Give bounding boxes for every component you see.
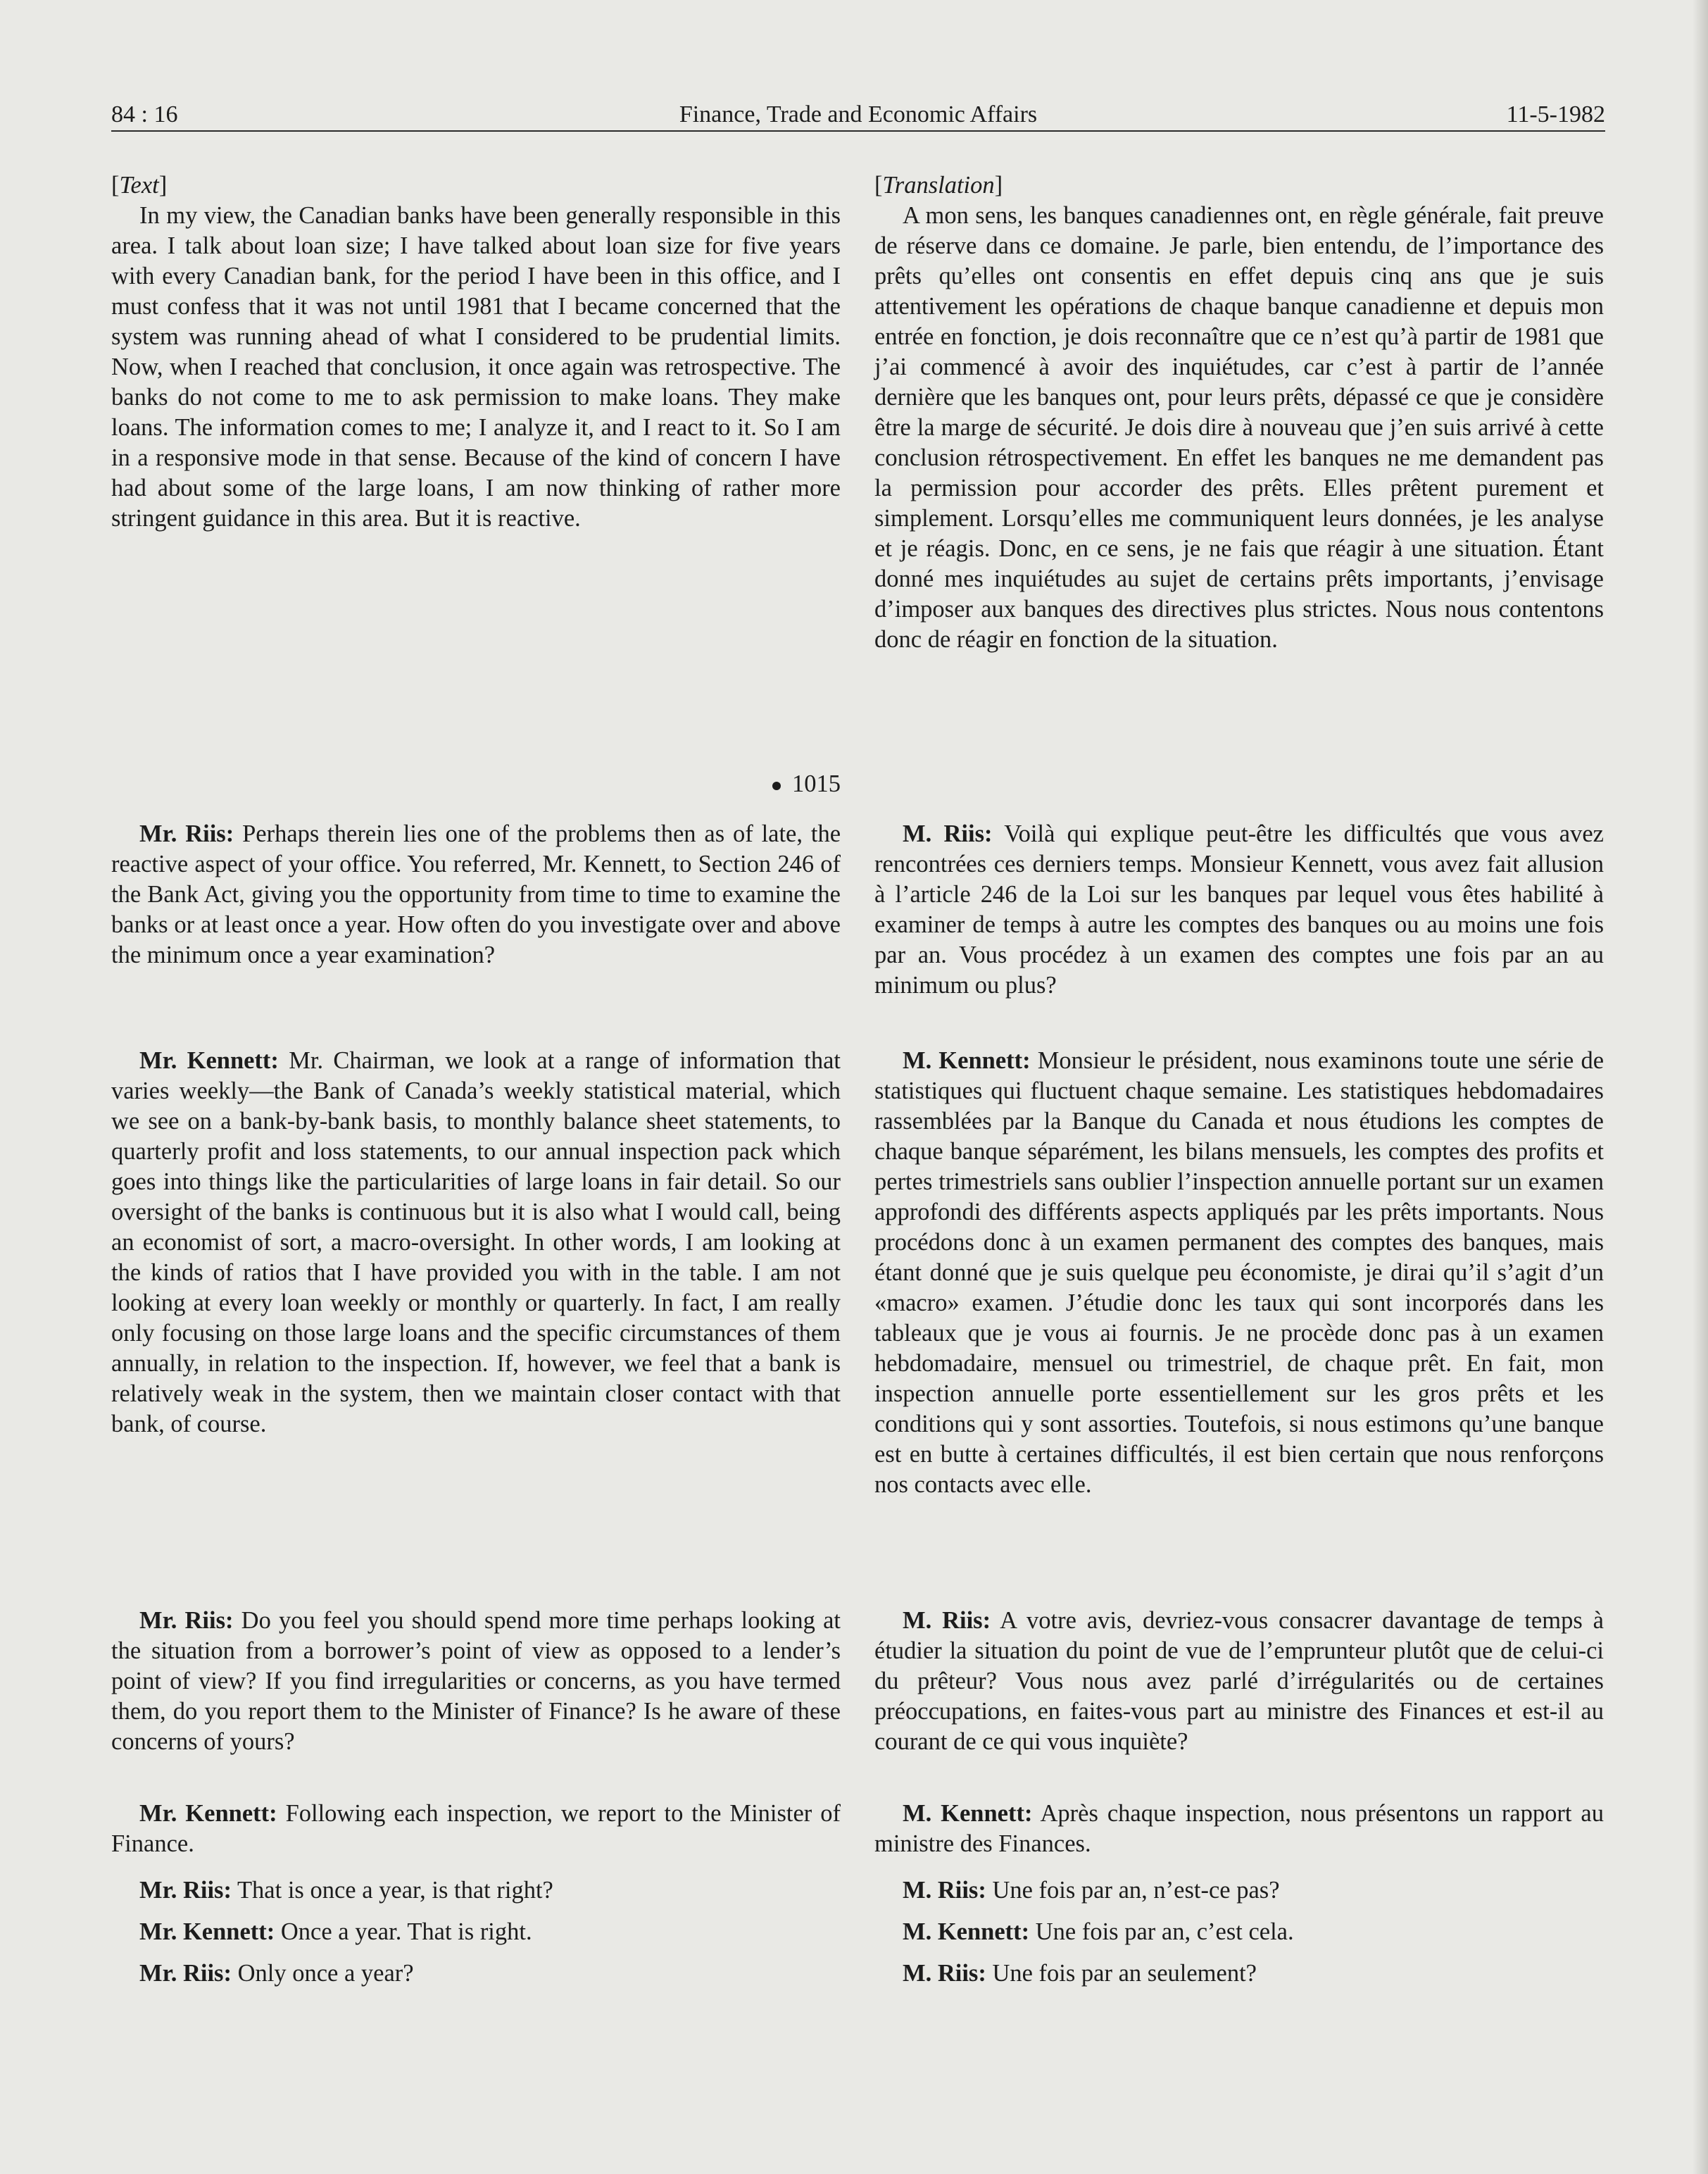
speech-text: Une fois par an, c’est cela. [1035,1918,1294,1945]
speaker-label: Mr. Riis: [139,1877,232,1904]
page-folio: 84 : 16 [111,101,178,127]
english-riis-1 [111,819,841,970]
scan-edge-shadow [1693,0,1708,2174]
english-kennett-1 [111,1046,841,1439]
speech-text: Voilà qui explique peut-être les difficultés que vous avez rencontrées ces derniers temps. Monsieur Kennett, vous avez fait allusion à l’article 246 de la Loi sur les banques par lequel vous êtes habilité à examiner de temps à autre les comptes des banques ou au moins une fois par an. Vous procédez à un examen des comptes une fois par an au minimum ou plus? [874,820,1604,999]
time-marker [111,769,841,799]
speech-text: Only once a year? [237,1960,414,1987]
french-riis-1 [874,819,1604,1001]
header-date: 11-5-1982 [1506,101,1605,127]
speech-text: Mr. Chairman, we look at a range of information that varies weekly—the Bank of Canada’s weekly statistical material, which we see on a bank-by-bank basis, to monthly balance sheet statements, to quarterly profit and loss statements, to our annual inspection pack which goes into things like the particularities of large loans in fair detail. So our oversight of the banks is continuous but it is also what I would call, being an economist of sort, a macro-oversight. In other words, I am looking at the kinds of ratios that I have provided you with in the table. I am not looking at every loan weekly or monthly or quarterly. In fact, I am really only focusing on those large loans and the specific circumstances of them annually, in relation to the inspection. If, however, we feel that a bank is relatively weak in the system, then we maintain closer contact with that bank, of course. [111,1047,841,1437]
english-kennett-2 [111,1799,841,1859]
time-value: 1015 [792,770,841,797]
speaker-label: M. Riis: [903,1960,986,1987]
running-title: Finance, Trade and Economic Affairs [679,101,1038,127]
french-intro [874,170,1604,655]
speaker-label: Mr. Riis: [139,1607,234,1634]
french-kennett-3 [874,1917,1604,1947]
speech-text: Do you feel you should spend more time perhaps looking at the situation from a borrower’s point of view as opposed to a lender’s point of view? If you find irregularities or concerns, as you have termed them, do you report them to the Minister of Finance? Is he aware of these concerns of yours? [111,1607,841,1755]
speaker-label: Mr. Riis: [139,820,234,847]
speech-text: Une fois par an seulement? [992,1960,1257,1987]
speaker-label: M. Kennett: [903,1800,1033,1827]
speaker-label: M. Riis: [903,1877,986,1904]
speech-text: Une fois par an, n’est-ce pas? [992,1877,1280,1904]
speech-text: Following each inspection, we report to the Minister of Finance. [111,1800,841,1857]
english-intro [111,170,841,534]
french-kennett-1 [874,1046,1604,1500]
speaker-label: M. Riis: [903,1607,991,1634]
english-riis-4 [111,1959,841,1989]
speaker-label: M. Kennett: [903,1047,1031,1074]
speech-text: Perhaps therein lies one of the problems then as of late, the reactive aspect of your office. You referred, Mr. Kennett, to Section 246 of the Bank Act, giving you the opportunity from time to time to examine the banks or at least once a year. How often do you investigate over and above the minimum once a year examination? [111,820,841,968]
bullet-icon [772,782,781,790]
header-rule [111,130,1605,132]
speaker-label: Mr. Kennett: [139,1047,279,1074]
speaker-label: Mr. Kennett: [139,1918,275,1945]
page-header [111,97,1605,132]
english-paragraph: In my view, the Canadian banks have been generally responsible in this area. I talk about loan size; I have talked about loan size for five years with every Canadian bank, for the period I have been in this office, and I must confess that it was not until 1981 that I became concerned that the system was running ahead of what I considered to be prudential limits. Now, when I reached that conclusion, it once again was retrospective. The banks do not come to me to ask permission to make loans. They make loans. The information comes to me; I analyze it, and I react to it. So I am in a responsive mode in that sense. Because of the kind of concern I have had about some of the large loans, I am now thinking of rather more stringent guidance in this area. But it is reactive. [111,202,841,532]
speech-text: That is once a year, is that right? [237,1877,553,1904]
english-riis-2 [111,1606,841,1757]
french-paragraph: A mon sens, les banques canadiennes ont, en règle générale, fait preuve de réserve dans ce domaine. Je parle, bien entendu, de l’importance des prêts qu’elles ont consentis en effet depuis cinq ans que je suis attentivement les opérations de chaque banque canadienne et depuis mon entrée en fonction, je dois reconnaître que ce n’est qu’à partir de 1981 que j’ai commencé à avoir des inquiétudes, car c’est à partir de l’année dernière que les banques ont, pour leurs prêts, dépassé ce que je considère être la marge de sécurité. Je dois dire à nouveau que j’en suis arrivé à cette conclusion rétrospectivement. En effet les banques ne me demandent pas la permission pour accorder des prêts. Elles prêtent purement et simplement. Lorsqu’elles me communiquent leurs données, je les analyse et je réagis. Donc, en ce sens, je ne fais que réagir à une situation. Étant donné mes inquiétudes au sujet de certains prêts importants, j’envisage d’imposer aux banques des directives plus strictes. Nous nous contentons donc de réagir en fonction de la situation. [874,202,1604,653]
translation-tag: [Translation] [874,172,1003,199]
speaker-label: Mr. Riis: [139,1960,232,1987]
speaker-label: M. Kennett: [903,1918,1030,1945]
speech-text: A votre avis, devriez-vous consacrer davantage de temps à étudier la situation du point de vue de l’emprunteur plutôt que de celui-ci du prêteur? Vous nous avez parlé d’irrégularités ou de certaines préoccupations, en faites-vous part au ministre des Finances et est-il au courant de ce qui vous inquiète? [874,1607,1604,1755]
speech-text: Monsieur le président, nous examinons toute une série de statistiques qui fluctuent chaque semaine. Les statistiques hebdomadaires rassemblées par la Banque du Canada et nous étudions les comptes de chaque banque séparément, les bilans mensuels, les comptes des profits et pertes trimestriels sans oublier l’inspection annuelle portant sur un examen approfondi des différents aspects appliqués par les prêts importants. Nous procédons donc à un examen permanent des comptes des banques, mais étant donné que je suis quelque peu économiste, je dirai qu’il s’agit d’un «macro» examen. J’étudie donc les taux qui sont incorporés dans les tableaux que je vous ai fournis. Je ne procède donc pas à un examen hebdomadaire, mensuel ou trimestriel, de chaque prêt. En fait, mon inspection annuelle porte essentiellement sur les gros prêts et les conditions qui y sont assorties. Toutefois, si nous estimons qu’une banque est en butte à certaines difficultés, il est bien certain que nous renforçons nos contacts avec elle. [874,1047,1605,1498]
french-riis-3 [874,1875,1604,1906]
french-kennett-2 [874,1799,1604,1859]
speaker-label: M. Riis: [903,820,993,847]
text-tag: [Text] [111,172,168,199]
english-riis-3 [111,1875,841,1906]
speech-text: Once a year. That is right. [280,1918,532,1945]
speaker-label: Mr. Kennett: [139,1800,277,1827]
english-kennett-3 [111,1917,841,1947]
french-riis-2 [874,1606,1604,1757]
french-riis-4 [874,1959,1604,1989]
speech-text: Après chaque inspection, nous présentons un rapport au ministre des Finances. [874,1800,1604,1857]
